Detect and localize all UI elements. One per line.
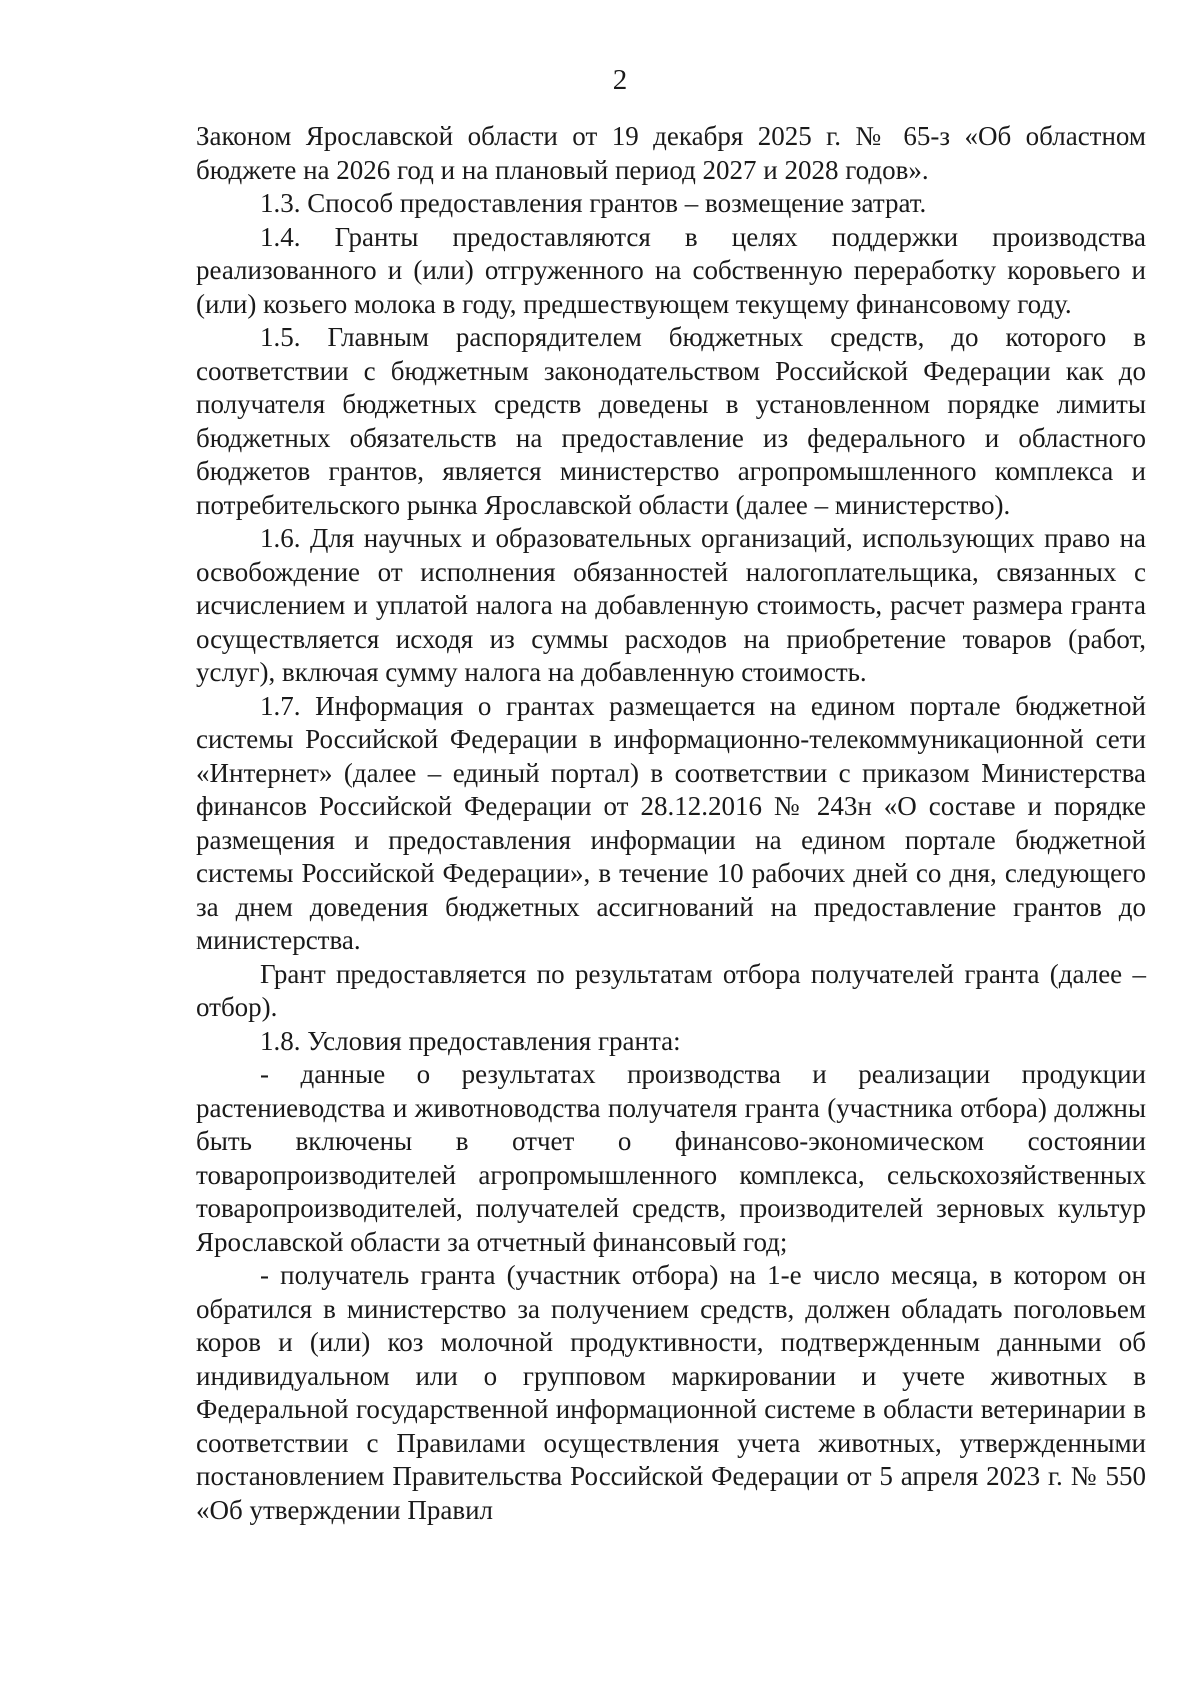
paragraph-1-6: 1.6. Для научных и образовательных организаций, использующих право на освобождение от исполнения обязанностей налогоплательщика, связанных с исчислением и уплатой налога на добавленную стоимость, расчет размера гранта осуществляется исходя из суммы расходов на приобретение товаров (работ, услуг), включая сумму налога на добавленную стоимость.: [196, 523, 1146, 687]
page-number: 2: [612, 64, 628, 96]
paragraph-1-3: 1.3. Способ предоставления грантов – возмещение затрат.: [260, 188, 927, 218]
paragraph-1-5: 1.5. Главным распорядителем бюджетных средств, до которого в соответствии с бюджетным законодательством Российской Федерации как до получателя бюджетных средств доведены в установленном порядке лимиты бюджетных обязательств на предоставление из федерального и областного бюджетов грантов, является министерство агропромышленного комплекса и потребительского рынка Ярославской области (далее – министерство).: [196, 322, 1146, 520]
paragraph-condition-report: - данные о результатах производства и реализации продукции растениеводства и животноводства получателя гранта (участника отбора) должны быть включены в отчет о финансово-экономическом состоянии товаропроизводителей агропромышленного комплекса, сельскохозяйственных товаропроизводителей, получателей средств, производителей зерновых культур Ярославской области за отчетный финансовый год;: [196, 1059, 1146, 1257]
paragraph-1-4: 1.4. Гранты предоставляются в целях поддержки производства реализованного и (или) отгруженного на собственную переработку коровьего и (или) козьего молока в году, предшествующем текущему финансовому году.: [196, 221, 1146, 319]
paragraph-grant-selection: Грант предоставляется по результатам отбора получателей гранта (далее – отбор).: [196, 958, 1146, 1022]
paragraph-1-8: 1.8. Условия предоставления гранта:: [260, 1025, 681, 1056]
paragraph-law-reference: Законом Ярославской области от 19 декабря 2025 г. № 65-з «Об областном бюджете на 2026 год и на плановый период 2027 и 2028 годов».: [196, 121, 1146, 185]
paragraph-condition-livestock: - получатель гранта (участник отбора) на 1-е число месяца, в котором он обратился в министерство за получением средств, должен обладать поголовьем коров и (или) коз молочной продуктивности, подтвержденным данными об индивидуальном или о групповом маркировании и учете животных в Федеральной государственной информационной системе в области ветеринарии в соответствии с Правилами осуществления учета животных, утвержденными постановлением Правительства Российской Федерации от 5 апреля 2023 г. № 550 «Об утверждении Правил: [196, 1260, 1146, 1525]
document-body: [196, 120, 1146, 1527]
paragraph-1-7: 1.7. Информация о грантах размещается на едином портале бюджетной системы Российской Федерации в информационно-телекоммуникационной сети «Интернет» (далее – единый портал) в соответствии с приказом Министерства финансов Российской Федерации от 28.12.2016 № 243н «О составе и порядке размещения и предоставления информации на едином портале бюджетной системы Российской Федерации», в течение 10 рабочих дней со дня, следующего за днем доведения бюджетных ассигнований на предоставление грантов до министерства.: [196, 690, 1146, 955]
